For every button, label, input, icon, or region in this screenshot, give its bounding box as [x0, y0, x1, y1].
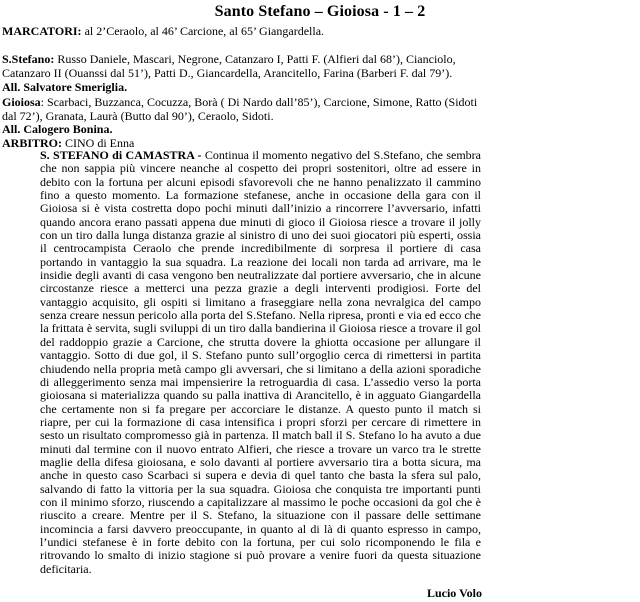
santo-stefano-players: Russo Daniele, Mascari, Negrone, Catanzaro I, Patti F. (Alfieri dal 68’), Cianciolo, Catanzaro II (Ouanssi dal 51’), Patti D., Giancardella, Arancitello, Farina (Barberi F. dal 79’).	[2, 52, 456, 80]
gioiosa-label: Gioiosa	[2, 95, 41, 109]
santo-stefano-coach-text: All. Salvatore Smeriglia.	[2, 80, 128, 94]
match-title: Santo Stefano – Gioiosa - 1 – 2	[214, 3, 426, 20]
report-dateline: S. STEFANO di CAMASTRA -	[40, 148, 202, 162]
santo-stefano-coach	[2, 80, 482, 94]
gioiosa-players: : Scarbaci, Buzzanca, Cocuzza, Borà ( Di Nardo dall’85’), Carcione, Simone, Ratto (Sidoti dal 72’), Granata, Laurà (Butto dal 90’), Ceraolo, Sidoti.	[2, 95, 478, 123]
match-report	[40, 149, 481, 576]
scorers-text: al 2’Ceraolo, al 46’ Carcione, al 65’ Giangardella.	[81, 24, 325, 38]
referee-text: CINO di Enna	[62, 136, 135, 150]
gioiosa-lineup	[2, 95, 482, 123]
santo-stefano-lineup	[2, 52, 482, 80]
report-body: Continua il momento negativo del S.Stefano, che sembra che non sappia più vincere neanche al cospetto dei propri sostenitori, oltre ad essere in debito con la fortuna per alcuni episodi sfavorevoli che ne hanno penalizzato il cammino fino a questo momento. La formazione stefanese, anche in occasione della gara con il Gioiosa si è vista costretta dopo pochi minuti dall’inizio a rincorrere l’avversario, infatti quando ancora erano passati appena due minuti di gioco il Gioiosa riesce a trovare il jolly con un tiro dalla lunga distanza grazie al sinistro di uno dei suoi giocatori più esperti, ossia il centrocampista Ceraolo che prende incredibilmente di sorpresa il portiere di casa portando in vantaggio la sua squadra. La reazione dei locali non tarda ad arrivare, ma le insidie degli avanti di casa vengono ben neutralizzate dal portiere avversario, che in alcune circostanze riesce a metterci una pezza grazie a degli interventi prodigiosi. Forte del vantaggio acquisito, gli ospiti si limitano a fraseggiare nella zona nevralgica del campo senza creare nessun pericolo alla porta del S.Stefano. Nella ripresa, pronti e via ed ecco che la frittata è servita, sugli sviluppi di un tiro dalla bandierina il Gioiosa riesce a trovare il gol del raddoppio grazie a Carcione, che strutta dovere la ghiotta occasione per allungare il vantaggio. Sotto di due gol, il S. Stefano punto sull’orgoglio cerca di rimettersi in partita chiudendo nella propria metà campo gli avversari, che si limitano a della azioni sporadiche di alleggerimento senza mai impensierire la retroguardia di casa. L’assedio verso la porta gioiosana si materializza quando su palla inattiva di Arancitello, è in agguato Giangardella che certamente non si fa pregare per accorciare le distanze. A questo punto il match si riapre, per cui la formazione di casa intensifica i propri sforzi per cercare di rimettere in sesto un risultato compromesso già in partenza. Il match ball il S. Stefano lo ha avuto a due minuti dal termine con il nuovo entrato Alfieri, che riesce a trovare un varco tra le strette maglie della difesa gioiosana, e solo davanti al portiere avversario tira a botta sicura, ma anche in questo caso Scarbaci si supera e devia di quel tanto che basta la sfera sul palo, salvando di fatto la vittoria per la sua squadra. Gioiosa che conquista tre importanti punti con il minimo sforzo, riuscendo a capitalizzare al massimo le poche occasioni da gol che è riuscito a creare. Mentre per il S. Stefano, la situazione con il passare delle settimane incomincia a farsi davvero preoccupante, in quanto al di là di quanto espresso in campo, l’undici stefanese è in forte debito con la fortuna, per cui solo ricomponendo le fila e ritrovando lo smalto di inizio stagione si può provare a venire fuori da questa situazione deficitaria.	[40, 148, 482, 576]
scorers-line	[2, 24, 482, 38]
santo-stefano-label: S.Stefano:	[2, 52, 55, 66]
author-signature: Lucio Volo	[426, 586, 482, 600]
gioiosa-coach-text: All. Calogero Bonina.	[2, 122, 113, 136]
scorers-label: MARCATORI:	[2, 24, 82, 38]
gioiosa-coach	[2, 122, 482, 136]
referee-label: ARBITRO:	[2, 136, 63, 150]
